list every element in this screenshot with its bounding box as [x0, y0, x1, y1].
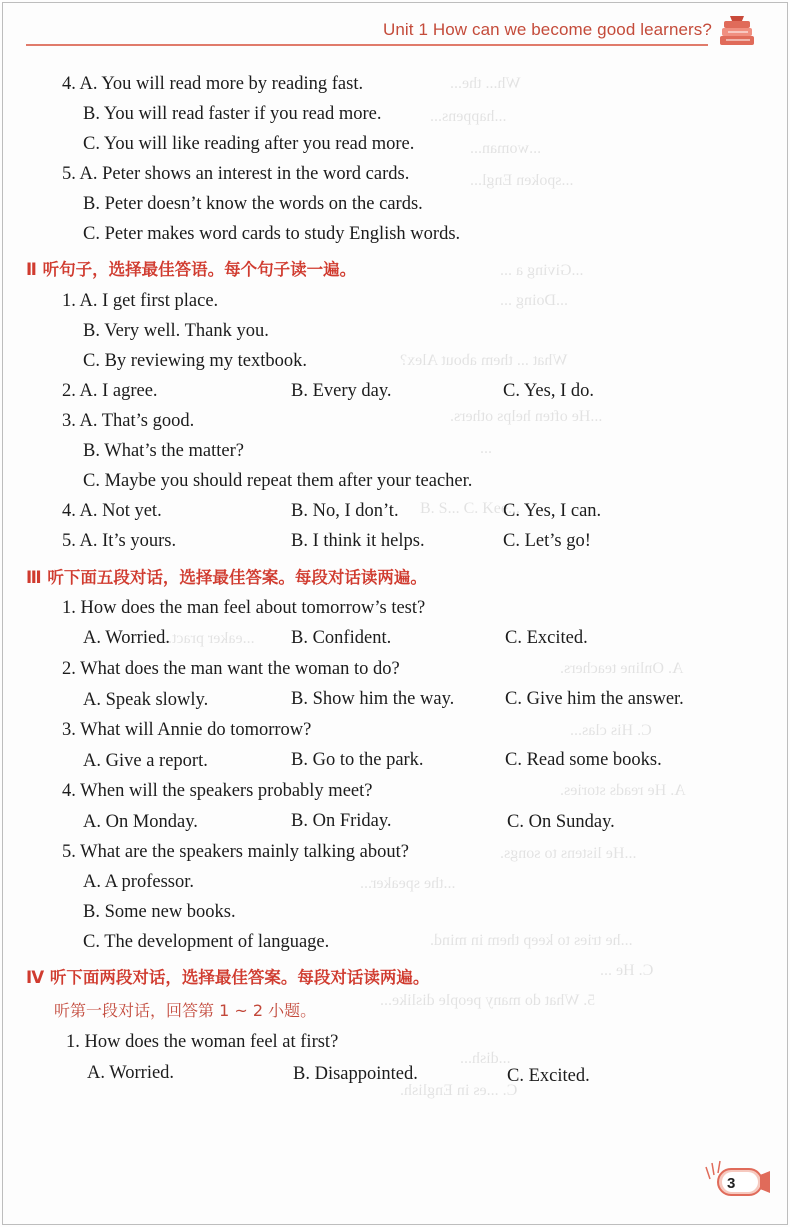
s2-q4-option-a: 4. A. Not yet.	[62, 501, 162, 521]
s3-q4-option-b: B. On Friday.	[291, 811, 392, 831]
show-through-text: C. His clas...	[570, 722, 652, 739]
show-through-text: A. Online teachers.	[560, 660, 684, 677]
s3-q2-option-a: A. Speak slowly.	[83, 690, 209, 710]
section-4-heading: Ⅳ 听下面两段对话，选择最佳答案。每段对话读两遍。	[26, 968, 430, 987]
s4-q1-question: 1. How does the woman feel at first?	[66, 1032, 339, 1052]
s3-q4-question: 4. When will the speakers probably meet?	[62, 781, 373, 801]
unit-header-title: Unit 1 How can we become good learners?	[383, 20, 712, 39]
s2-q3-option-b: B. What’s the matter?	[83, 441, 244, 461]
s2-q5-option-a: 5. A. It’s yours.	[62, 531, 177, 551]
show-through-text: ...He listens to songs.	[500, 845, 637, 862]
s2-q1-option-a: 1. A. I get first place.	[62, 291, 219, 311]
question-4-option-b: B. You will read faster if you read more.	[83, 104, 382, 124]
s2-q5-option-b: B. I think it helps.	[291, 531, 425, 551]
s3-q1-option-b: B. Confident.	[291, 628, 392, 648]
s2-q4-option-b: B. No, I don’t.	[291, 501, 399, 521]
show-through-text: ...eaker pract...	[160, 630, 255, 647]
section-2-heading: Ⅱ 听句子，选择最佳答语。每个句子读一遍。	[26, 260, 357, 279]
show-through-text: ...He often helps others.	[450, 408, 603, 425]
show-through-text: ...woman...	[470, 140, 542, 157]
show-through-text: ...spoken Engl...	[470, 172, 574, 189]
show-through-text: 5. What do many people dislike...	[380, 992, 596, 1009]
show-through-text: B. S... C. Kee...	[420, 500, 520, 517]
s3-q2-question: 2. What does the man want the woman to do?	[62, 659, 400, 679]
show-through-text: ...dish...	[460, 1050, 511, 1067]
s2-q3-option-a: 3. A. That’s good.	[62, 411, 195, 431]
s3-q5-option-a: A. A professor.	[83, 872, 194, 892]
show-through-text: A. He reads stories.	[560, 782, 686, 799]
s3-q1-question: 1. How does the man feel about tomorrow’s test?	[62, 598, 426, 618]
s2-q2-option-c: C. Yes, I do.	[503, 381, 594, 401]
question-4-option-c: C. You will like reading after you read more.	[83, 134, 415, 154]
s3-q1-option-a: A. Worried.	[83, 628, 171, 648]
show-through-text: ...he tries to keep them in mind.	[430, 932, 633, 949]
show-through-text: Wh... the...	[450, 75, 521, 92]
s2-q2-option-a: 2. A. I agree.	[62, 381, 158, 401]
show-through-text: ...happens...	[430, 108, 507, 125]
header-rule	[26, 44, 708, 46]
s4-q1-option-b: B. Disappointed.	[293, 1064, 418, 1084]
s2-q5-option-c: C. Let’s go!	[503, 531, 591, 551]
s4-q1-option-a: A. Worried.	[87, 1063, 175, 1083]
s2-q3-option-c: C. Maybe you should repeat them after your teacher.	[83, 471, 473, 491]
s4-q1-option-c: C. Excited.	[507, 1066, 590, 1086]
question-5-option-a: 5. A. Peter shows an interest in the word cards.	[62, 164, 410, 184]
s2-q1-option-b: B. Very well. Thank you.	[83, 321, 269, 341]
show-through-text: ...	[480, 440, 492, 457]
books-stack-icon	[716, 12, 760, 55]
s2-q2-option-b: B. Every day.	[291, 381, 392, 401]
show-through-text: ...Giving a ...	[500, 262, 584, 279]
page-number: 3	[727, 1175, 736, 1192]
show-through-text: ...the speaker...	[360, 875, 456, 892]
s3-q4-option-a: A. On Monday.	[83, 812, 198, 832]
question-4-option-a: 4. A. You will read more by reading fast.	[62, 74, 364, 94]
s3-q3-option-a: A. Give a report.	[83, 751, 208, 771]
s3-q5-option-b: B. Some new books.	[83, 902, 236, 922]
s3-q3-option-b: B. Go to the park.	[291, 750, 424, 770]
show-through-text: What ... them about Alex?	[400, 352, 568, 369]
show-through-text: C. ...es in English.	[400, 1082, 518, 1099]
section-4-subheading: 听第一段对话，回答第 1 ~ 2 小题。	[54, 1001, 317, 1020]
section-3-heading: Ⅲ 听下面五段对话，选择最佳答案。每段对话读两遍。	[26, 568, 427, 587]
s3-q1-option-c: C. Excited.	[505, 628, 588, 648]
s3-q5-option-c: C. The development of language.	[83, 932, 330, 952]
show-through-text: C. He ...	[600, 962, 654, 979]
s2-q4-option-c: C. Yes, I can.	[503, 501, 602, 521]
pencil-ribbon-icon	[704, 1153, 774, 1208]
show-through-text: ...Doing ...	[500, 292, 568, 309]
s3-q2-option-b: B. Show him the way.	[291, 689, 455, 709]
s2-q1-option-c: C. By reviewing my textbook.	[83, 351, 308, 371]
s3-q2-option-c: C. Give him the answer.	[505, 689, 684, 709]
question-5-option-c: C. Peter makes word cards to study English words.	[83, 224, 461, 244]
s3-q5-question: 5. What are the speakers mainly talking about?	[62, 842, 409, 862]
s3-q3-question: 3. What will Annie do tomorrow?	[62, 720, 312, 740]
s3-q4-option-c: C. On Sunday.	[507, 812, 615, 832]
s3-q3-option-c: C. Read some books.	[505, 750, 662, 770]
question-5-option-b: B. Peter doesn’t know the words on the cards.	[83, 194, 423, 214]
